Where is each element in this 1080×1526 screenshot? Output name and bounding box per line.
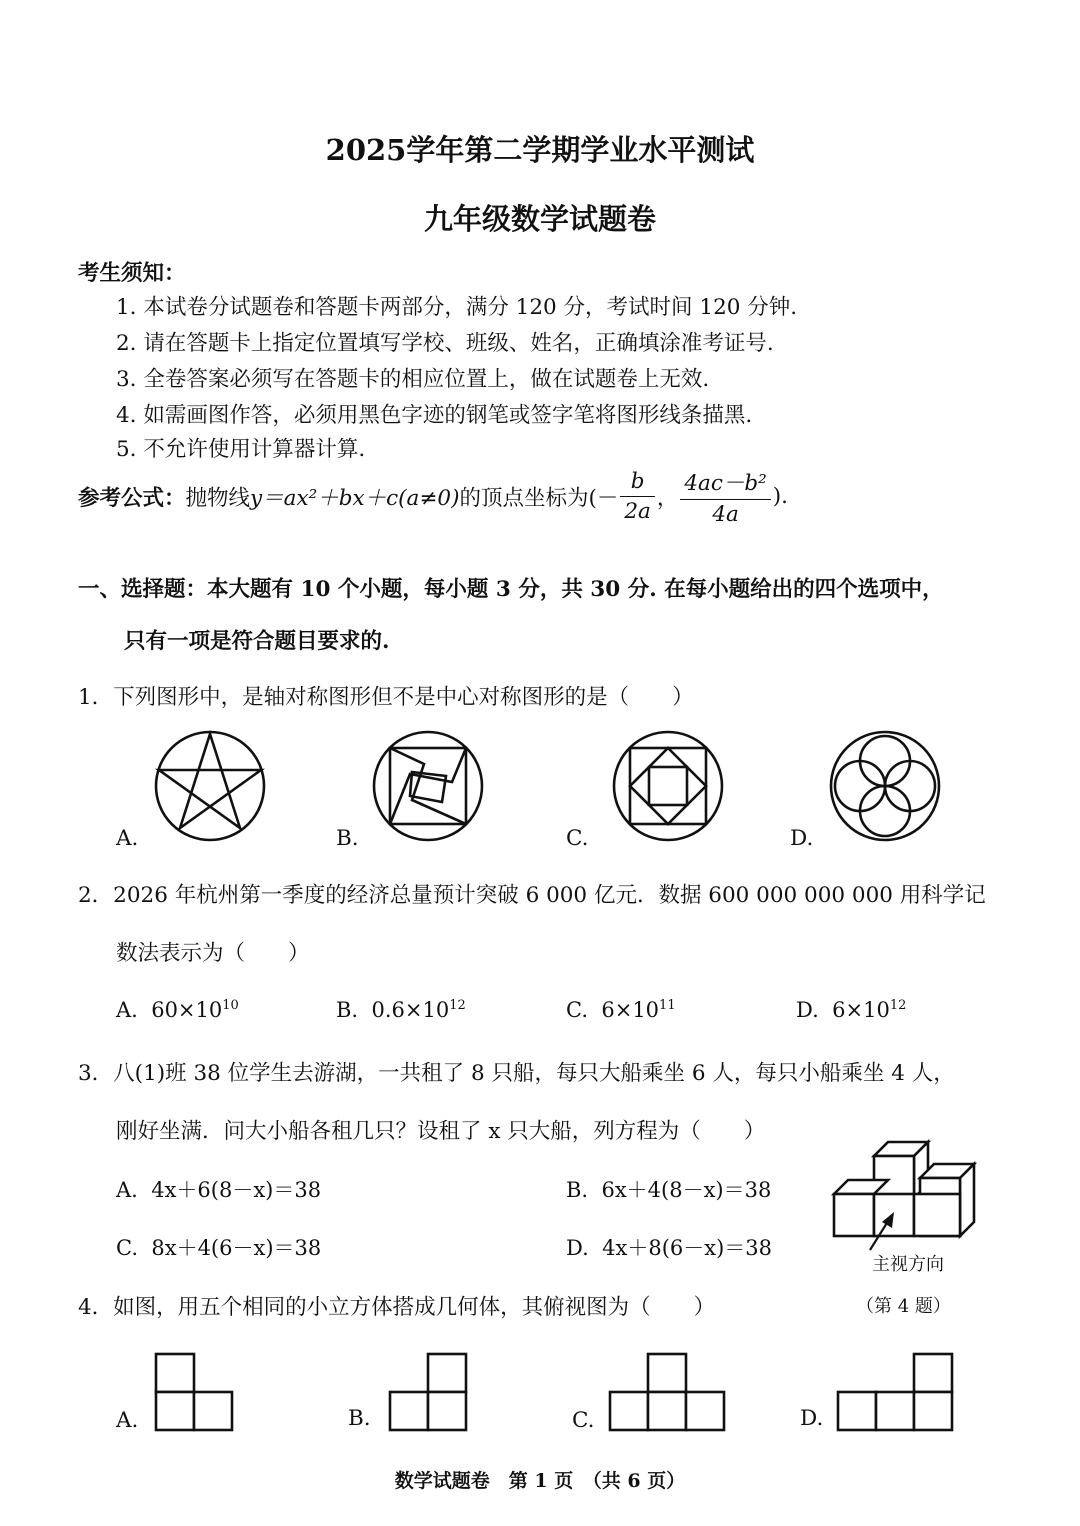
q2-option-c-label: C. (566, 998, 588, 1022)
formula-fraction-2 (680, 466, 770, 527)
formula-equation: y＝ax²＋bx＋c(a≠0) (250, 485, 460, 511)
notice-item-1: 1. 本试卷分试题卷和答题卡两部分，满分 120 分，考试时间 120 分钟. (116, 295, 798, 320)
q4-direction-label: 主视方向 (872, 1254, 944, 1275)
q2-option-d-label: D. (796, 998, 819, 1022)
q1-figure-c (614, 732, 722, 840)
q4-stem: 4．如图，用五个相同的小立方体搭成几何体，其俯视图为（ ） (78, 1295, 716, 1320)
notice-item-2: 2. 请在答题卡上指定位置填写学校、班级、姓名，正确填涂准考证号. (116, 331, 774, 356)
formula-label: 参考公式： (78, 485, 186, 511)
q4-label-c: C. (572, 1408, 595, 1433)
q4-options-figures (0, 1352, 1080, 1442)
q4-figure-a (156, 1354, 232, 1430)
q4-label-d: D. (800, 1406, 824, 1431)
q2-option-d (796, 998, 906, 1022)
q3-stem-line2: 刚好坐满．问大小船各租几只？设租了 x 只大船，列方程为（ ） (116, 1119, 766, 1144)
formula-comma: ， (656, 485, 679, 511)
q4-label-a: A. (116, 1408, 139, 1433)
q2-option-b-label: B. (336, 998, 359, 1022)
q2-stem-line1: 2．2026 年杭州第一季度的经济总量预计突破 6 000 亿元．数据 600 000 000 000 用科学记 (78, 883, 986, 908)
q3-option-a-label: A. (116, 1178, 138, 1202)
notice-item-4: 4. 如需画图作答，必须用黑色字迹的钢笔或签字笔将图形线条描黑. (116, 403, 753, 428)
q2-stem-line2: 数法表示为（ ） (116, 941, 310, 966)
exam-subtitle: 九年级数学试题卷 (423, 202, 656, 236)
formula-fraction-1 (620, 469, 655, 524)
q4-figure-d (838, 1354, 952, 1430)
q4-figure-b (390, 1354, 466, 1430)
q4-figure-caption: （第 4 题） (856, 1296, 951, 1317)
q1-label-b: B. (336, 826, 359, 851)
q3-option-a (116, 1174, 321, 1204)
q1-label-a: A. (116, 826, 139, 851)
fraction-2-denominator: 4a (712, 501, 739, 527)
q2-option-a-label: A. (116, 998, 138, 1022)
q3-option-d-text: 4x＋8(6－x)＝38 (602, 1236, 773, 1260)
q3-option-d (566, 1232, 772, 1262)
q3-option-b-label: B. (566, 1178, 589, 1202)
q3-stem-line1: 3．八(1)班 38 位学生去游湖，一共租了 8 只船，每只大船乘坐 6 人，每只小船乘坐 4 人， (78, 1061, 955, 1086)
q1-stem: 1．下列图形中，是轴对称图形但不是中心对称图形的是（ ） (78, 685, 694, 710)
q2-option-a (116, 998, 239, 1022)
q2-option-d-base: 6×10 (832, 998, 890, 1022)
q4-label-b: B. (348, 1406, 371, 1431)
q3-option-b (566, 1174, 771, 1204)
q2-option-b-base: 0.6×10 (371, 998, 450, 1022)
q2-option-b-exponent: 12 (449, 998, 466, 1013)
fraction-1-denominator: 2a (624, 498, 651, 524)
section1-heading-line1: 一、选择题：本大题有 10 个小题，每小题 3 分，共 30 分. 在每小题给出的四个选项中， (78, 577, 944, 602)
q1-label-c: C. (566, 826, 589, 851)
q1-figure-a (156, 732, 264, 840)
q1-figure-b (374, 732, 482, 840)
notice-item-3: 3. 全卷答案必须写在答题卡的相应位置上，做在试题卷上无效. (116, 367, 710, 392)
reference-formula (78, 464, 788, 528)
q3-option-c-label: C. (116, 1236, 138, 1260)
q1-label-d: D. (790, 826, 814, 851)
notice-heading: 考生须知： (78, 261, 186, 286)
q2-option-c-exponent: 11 (659, 998, 676, 1013)
formula-text-end: ). (772, 483, 789, 509)
section1-heading-line2: 只有一项是符合题目要求的. (124, 629, 390, 654)
q3-option-a-text: 4x＋6(8－x)＝38 (151, 1178, 322, 1202)
q4-cube-figure (830, 1138, 980, 1268)
q3-option-b-text: 6x＋4(8－x)＝38 (601, 1178, 772, 1202)
q3-option-d-label: D. (566, 1236, 589, 1260)
notice-item-5: 5. 不允许使用计算器计算. (116, 437, 366, 462)
q2-option-a-base: 60×10 (151, 998, 223, 1022)
fraction-2-numerator: 4ac－b² (680, 466, 770, 500)
formula-text-before: 抛物线 (185, 485, 251, 511)
page-footer: 数学试题卷 第 1 页 （共 6 页） (394, 1470, 686, 1492)
q1-figures (0, 730, 1080, 850)
q3-option-c (116, 1232, 321, 1262)
q4-figure-c (610, 1354, 724, 1430)
exam-title: 2025学年第二学期学业水平测试 (325, 133, 755, 167)
q2-option-c-base: 6×10 (601, 998, 660, 1022)
q1-figure-d (831, 732, 939, 840)
fraction-1-numerator: b (620, 469, 655, 497)
formula-text-middle: 的顶点坐标为(－ (459, 485, 619, 511)
q3-option-c-text: 8x＋4(6－x)＝38 (151, 1236, 322, 1260)
q2-option-c (566, 998, 676, 1022)
q2-option-d-exponent: 12 (889, 998, 907, 1013)
q2-option-a-exponent: 10 (222, 998, 239, 1013)
q2-option-b (336, 998, 466, 1022)
